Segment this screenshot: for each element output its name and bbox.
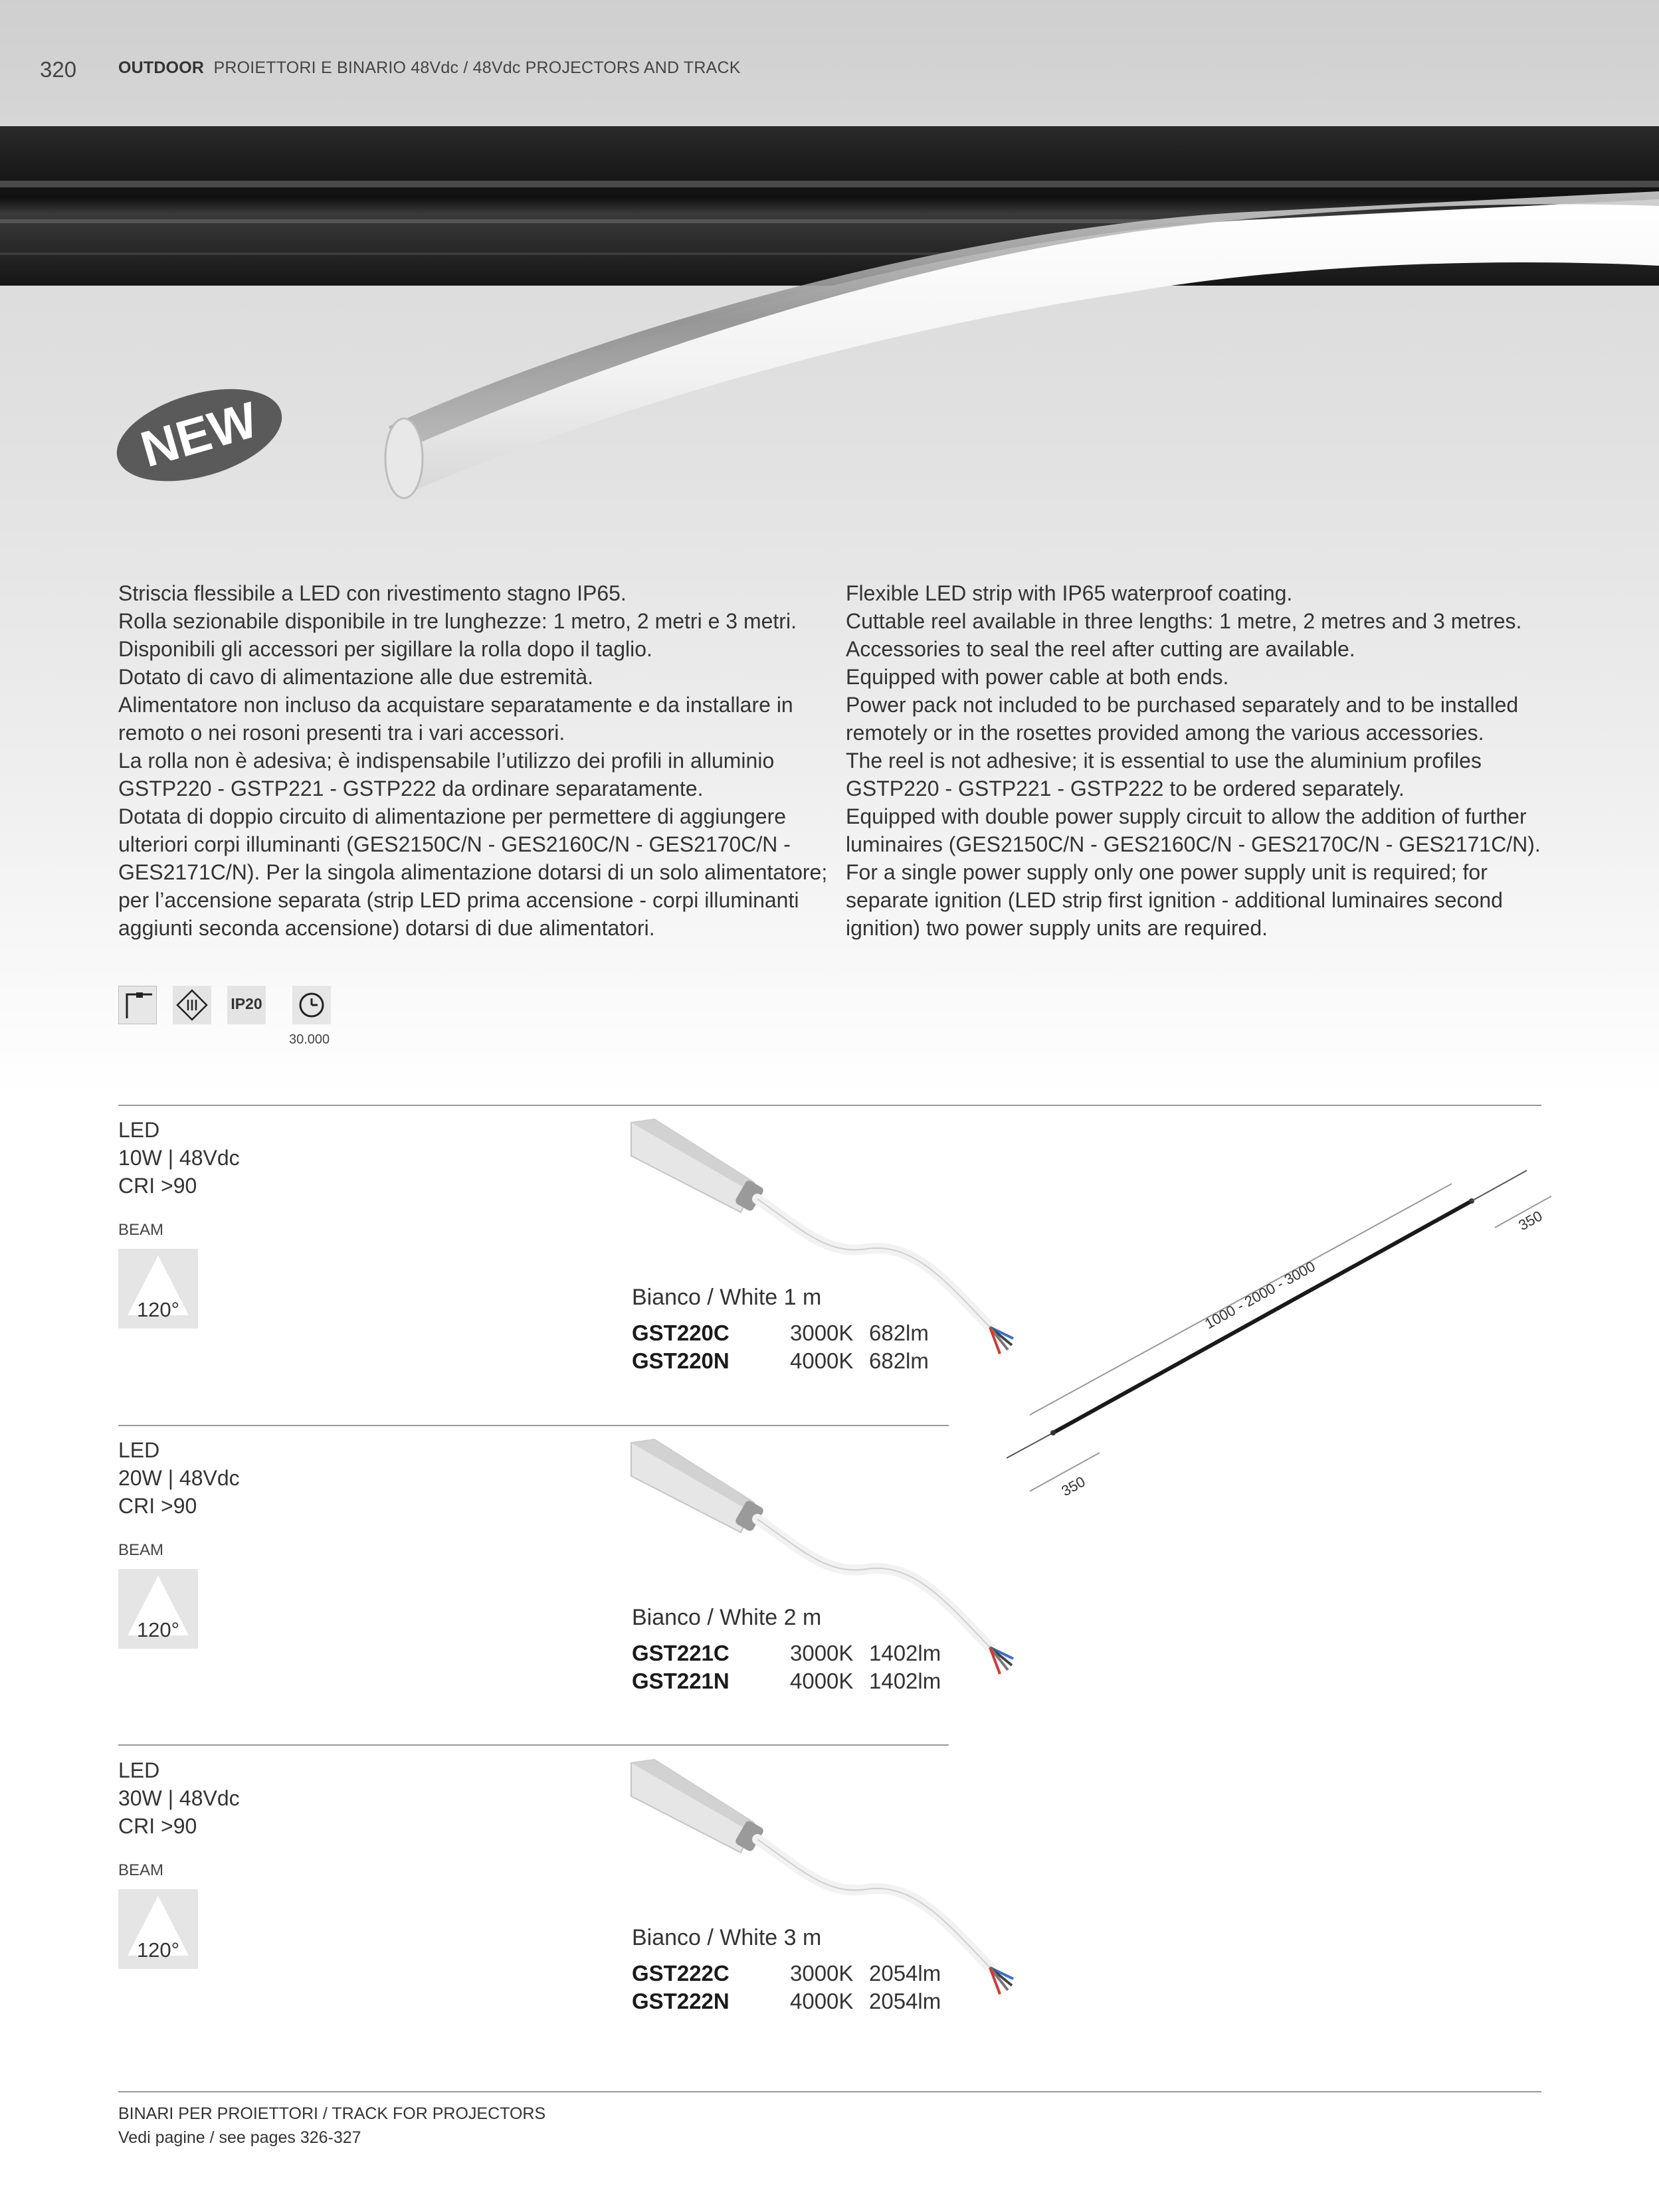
product-code: GST221C (632, 1641, 730, 1665)
power-rating: 30W | 48Vdc (118, 1786, 240, 1810)
description-line: Dotato di cavo di alimentazione alle due estremità. (118, 665, 594, 689)
description-line: ulteriori corpi illuminanti (GES2150C/N - GES2160C/N - GES2170C/N - (118, 832, 791, 856)
header-section: OUTDOOR (118, 58, 205, 77)
description-line: Dotata di doppio circuito di alimentazione per permettere di aggiungere (118, 804, 787, 828)
lumen-output: 1402lm (869, 1641, 941, 1665)
product-code-row (632, 1347, 1030, 1375)
description-line: ignition) two power supply units are required. (846, 916, 1268, 940)
section-divider (118, 1105, 1541, 1106)
description-line: Equipped with power cable at both ends. (846, 665, 1229, 689)
description-line: Cuttable reel available in three lengths: 1 metre, 2 metres and 3 metres. (846, 609, 1522, 633)
footer-page-reference: Vedi pagine / see pages 326-327 (118, 2128, 361, 2147)
clock-icon (292, 986, 331, 1024)
color-temperature: 3000K (790, 1321, 854, 1345)
variant-divider (118, 1744, 949, 1746)
cri-rating: CRI >90 (118, 1174, 197, 1198)
description-line: Accessories to seal the reel after cutting are available. (846, 637, 1355, 661)
lumen-output: 2054lm (869, 1989, 941, 2013)
product-code: GST220N (632, 1348, 730, 1373)
description-line: Rolla sezionabile disponibile in tre lunghezze: 1 metro, 2 metri e 3 metri. (118, 609, 797, 633)
color-temperature: 4000K (790, 1989, 854, 2013)
light-source: LED (118, 1438, 160, 1462)
dimension-cable-right: 350 (1515, 1207, 1545, 1234)
description-line: remoto o nei rosoni presenti tra i vari accessori. (118, 721, 565, 745)
cable-end-left (1007, 1433, 1053, 1458)
description-line: Alimentatore non incluso da acquistare separatamente e da installare in (118, 693, 793, 717)
variant-title: Bianco / White 1 m (632, 1285, 822, 1310)
lumen-output: 1402lm (869, 1669, 941, 1693)
description-line: The reel is not adhesive; it is essential to use the aluminium profiles (846, 749, 1482, 773)
variant-title: Bianco / White 3 m (632, 1925, 822, 1950)
color-temperature: 3000K (790, 1961, 854, 1985)
description-line: GSTP220 - GSTP221 - GSTP222 to be ordered separately. (846, 777, 1405, 800)
description-line: GSTP220 - GSTP221 - GSTP222 da ordinare separatamente. (118, 777, 704, 800)
product-code-row (632, 1960, 1030, 1987)
beam-icon (118, 1249, 198, 1329)
hero-product-photo (0, 120, 1659, 531)
description-line: GES2171C/N). Per la singola alimentazione dotarsi di un solo alimentatore; (118, 860, 828, 884)
cable-end-right (1472, 1170, 1527, 1201)
page-number: 320 (40, 57, 77, 82)
header-title (118, 58, 741, 78)
description-line: Disponibili gli accessori per sigillare la rolla dopo il taglio. (118, 637, 652, 661)
lumen-output: 682lm (869, 1321, 929, 1345)
variant-title: Bianco / White 2 m (632, 1605, 822, 1630)
variant-divider (118, 1425, 949, 1426)
power-rating: 10W | 48Vdc (118, 1146, 240, 1170)
light-source: LED (118, 1118, 160, 1142)
beam-angle: 120° (136, 1938, 180, 1962)
color-temperature: 3000K (790, 1641, 854, 1665)
lifetime-hours: 30.000 (289, 1032, 330, 1047)
class-iii-icon (173, 986, 211, 1024)
description-line: luminaires (GES2150C/N - GES2160C/N - GES2170C/N - GES2171C/N). (846, 832, 1541, 856)
led-strip-body (1053, 1201, 1472, 1433)
color-temperature: 4000K (790, 1669, 854, 1693)
product-code: GST221N (632, 1669, 730, 1693)
footer-divider (118, 2091, 1541, 2092)
new-badge-label: NEW (134, 391, 264, 478)
lumen-output: 682lm (869, 1348, 929, 1373)
ip-rating-icon (227, 986, 266, 1024)
description-line: remotely or in the rosettes provided among the various accessories. (846, 721, 1484, 745)
dimension-cable-left: 350 (1058, 1473, 1088, 1500)
beam-label: BEAM (118, 1221, 164, 1239)
product-code-row (632, 1667, 1030, 1695)
cri-rating: CRI >90 (118, 1814, 197, 1838)
product-code: GST222C (632, 1961, 730, 1985)
dimension-drawing (1007, 1156, 1551, 1515)
beam-label: BEAM (118, 1541, 164, 1559)
description-line: Flexible LED strip with IP65 waterproof coating. (846, 581, 1293, 605)
description-line: per l’accensione separata (strip LED prima accensione - corpi illuminanti (118, 888, 799, 912)
beam-angle: 120° (136, 1298, 180, 1321)
ip-rating-label: IP20 (231, 995, 262, 1012)
beam-icon (118, 1889, 198, 1969)
beam-label: BEAM (118, 1861, 164, 1879)
description-english (846, 579, 1563, 942)
power-rating: 20W | 48Vdc (118, 1466, 240, 1490)
description-line: aggiunti seconda accensione) dotarsi di due alimentatori. (118, 916, 655, 940)
description-line: Power pack not included to be purchased separately and to be installed (846, 693, 1519, 717)
footer-title: BINARI PER PROIETTORI / TRACK FOR PROJECTORS (118, 2104, 546, 2123)
cri-rating: CRI >90 (118, 1494, 197, 1518)
light-source: LED (118, 1758, 160, 1782)
color-temperature: 4000K (790, 1348, 854, 1373)
beam-icon (118, 1569, 198, 1649)
dimension-length: 1000 - 2000 - 3000 (1201, 1257, 1318, 1333)
track-mount-icon (118, 986, 157, 1024)
product-code: GST222N (632, 1989, 730, 2013)
beam-angle: 120° (136, 1618, 180, 1641)
lumen-output: 2054lm (869, 1961, 941, 1985)
description-line: La rolla non è adesiva; è indispensabile l’utilizzo dei profili in alluminio (118, 749, 775, 773)
description-line: Equipped with double power supply circuit to allow the addition of further (846, 804, 1527, 828)
product-code-row (632, 1319, 1030, 1347)
product-code-row (632, 1987, 1030, 2015)
product-code-row (632, 1639, 1030, 1667)
product-code: GST220C (632, 1321, 730, 1345)
description-line: Striscia flessibile a LED con rivestimento stagno IP65. (118, 581, 627, 605)
description-italian (118, 579, 836, 942)
header-subtitle: PROIETTORI E BINARIO 48Vdc / 48Vdc PROJECTORS AND TRACK (213, 58, 741, 77)
new-badge (106, 372, 292, 498)
description-line: For a single power supply only one power supply unit is required; for (846, 860, 1488, 884)
description-line: separate ignition (LED strip first ignition - additional luminaires second (846, 888, 1503, 912)
